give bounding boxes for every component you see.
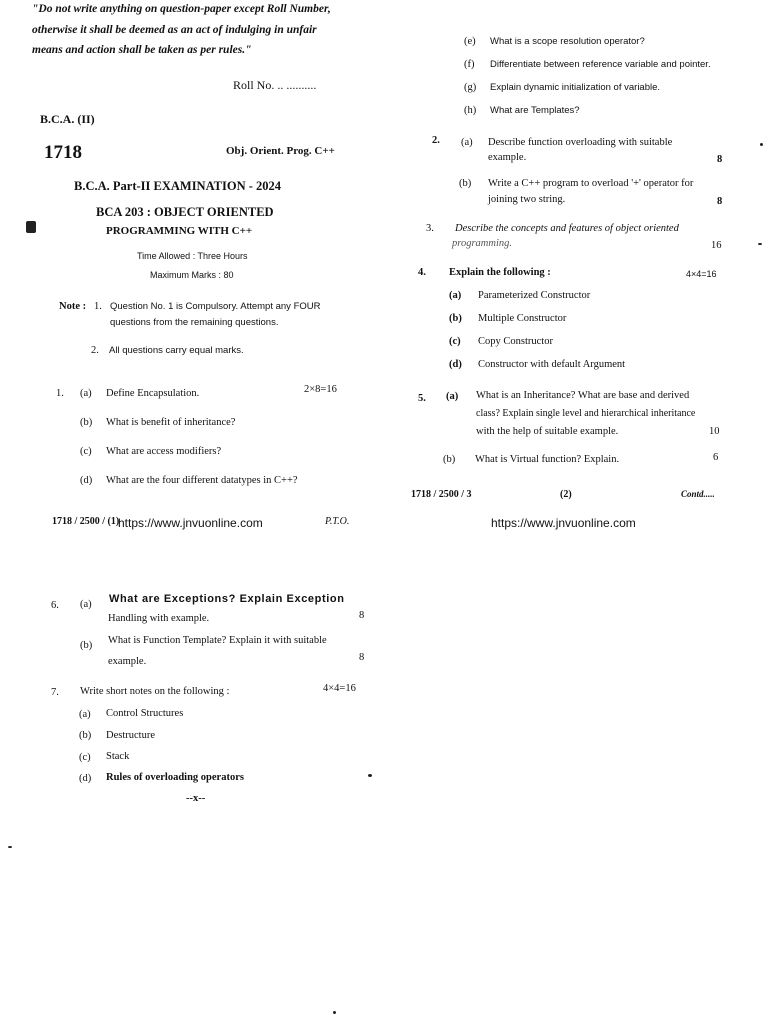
question-7b-text: Destructure [106,730,155,741]
question-5b-label: (b) [443,454,456,465]
scan-speck [8,846,12,848]
note-1-number: 1. [94,301,102,312]
question-4a-label: (a) [449,290,462,301]
question-4c-label: (c) [449,336,461,347]
question-6-number: 6. [51,600,59,611]
question-6b-label: (b) [80,640,93,651]
question-6a-line-2: Handling with example. [108,613,210,624]
question-6b-line-2: example. [108,656,147,667]
warning-line-3: means and action shall be taken as per rules." [32,44,252,56]
question-7a-label: (a) [79,709,91,720]
question-5a-line-3: with the help of suitable example. [476,426,619,437]
scan-artifact [26,221,36,233]
question-2a-line-2: example. [488,152,527,163]
note-2-text: All questions carry equal marks. [109,345,244,356]
question-7a-text: Control Structures [106,708,184,719]
page-1-footer-code: 1718 / 2500 / (1) [52,516,120,527]
question-1h-text: What are Templates? [490,105,580,116]
question-1-marks: 2×8=16 [304,384,337,395]
page-2-url: https://www.jnvuonline.com [491,516,636,530]
question-1e-label: (e) [464,36,476,47]
question-7c-label: (c) [79,752,91,763]
question-2a-line-1: Describe function overloading with suitable [488,137,673,148]
note-2-number: 2. [91,345,99,356]
question-5-number: 5. [418,393,426,404]
note-1-line-1: Question No. 1 is Compulsory. Attempt any FOUR [110,301,321,312]
question-5a-label: (a) [446,391,459,402]
question-5b-text: What is Virtual function? Explain. [475,454,620,465]
paper-code: 1718 [44,142,82,163]
page-2-footer-contd: Contd..... [681,489,715,499]
question-6a-label: (a) [80,599,92,610]
question-4-number: 4. [418,267,426,278]
scan-speck [368,774,372,777]
question-3-marks: 16 [711,240,722,251]
end-mark: --x-- [186,793,206,804]
question-2-number: 2. [432,135,440,146]
question-1g-text: Explain dynamic initialization of variable. [490,82,661,93]
warning-line-1: "Do not write anything on question-paper except Roll Number, [32,3,331,15]
question-4-title: Explain the following : [449,267,551,278]
question-2a-marks: 8 [717,154,723,165]
question-4b-label: (b) [449,313,462,324]
note-label: Note : [59,301,87,312]
maximum-marks: Maximum Marks : 80 [150,270,234,280]
question-4a-text: Parameterized Constructor [478,290,591,301]
question-1b-label: (b) [80,417,93,428]
question-1b-text: What is benefit of inheritance? [106,417,236,428]
time-allowed: Time Allowed : Three Hours [137,251,248,261]
exam-title: B.C.A. Part-II EXAMINATION - 2024 [74,179,282,193]
question-6b-marks: 8 [359,652,365,663]
question-4d-text: Constructor with default Argument [478,359,626,370]
roll-number-field: Roll No. .. .......... [233,78,317,92]
subject-short: Obj. Orient. Prog. C++ [226,145,335,157]
question-1-number: 1. [56,388,64,399]
question-4d-label: (d) [449,359,462,370]
question-7d-text: Rules of overloading operators [106,772,244,783]
scan-speck [760,143,763,146]
question-7-title: Write short notes on the following : [80,686,230,697]
page-1-footer-pto: P.T.O. [325,516,350,527]
question-1c-text: What are access modifiers? [106,446,222,457]
question-2b-line-2: joining two string. [488,194,566,205]
question-7-number: 7. [51,687,59,698]
question-4b-text: Multiple Constructor [478,313,567,324]
page-2-footer-code: 1718 / 2500 / 3 [411,489,472,500]
question-1f-label: (f) [464,59,475,70]
question-5b-marks: 6 [713,452,719,463]
question-2a-label: (a) [461,137,473,148]
question-5a-line-2: class? Explain single level and hierarchical inheritance [476,408,696,419]
question-5a-marks: 10 [709,426,720,437]
question-4-marks: 4×4=16 [686,269,717,279]
question-1c-label: (c) [80,446,92,457]
question-1a-text: Define Encapsulation. [106,388,200,399]
scan-speck [333,1011,336,1014]
page-1-footer-url: https://www.jnvuonline.com [118,516,263,530]
question-3-line-1: Describe the concepts and features of object oriented [455,223,679,234]
question-3-number: 3. [426,223,434,234]
question-6a-marks: 8 [359,610,365,621]
question-2b-marks: 8 [717,196,723,207]
question-7b-label: (b) [79,730,92,741]
question-7d-label: (d) [79,773,92,784]
question-1e-text: What is a scope resolution operator? [490,36,645,47]
question-1g-label: (g) [464,82,477,93]
question-2b-line-1: Write a C++ program to overload '+' operator for [488,178,694,189]
question-5a-line-1: What is an Inheritance? What are base and derived [476,390,690,401]
question-1h-label: (h) [464,105,477,116]
question-6b-line-1: What is Function Template? Explain it with suitable [108,635,327,646]
question-1d-text: What are the four different datatypes in C++? [106,475,298,486]
question-1f-text: Differentiate between reference variable and pointer. [490,59,711,70]
question-3-line-2: programming. [452,238,512,249]
question-1a-label: (a) [80,388,92,399]
course-name: B.C.A. (II) [40,112,95,126]
question-1d-label: (d) [80,475,93,486]
question-6a-line-1: What are Exceptions? Explain Exception [109,593,345,605]
warning-line-2: otherwise it shall be deemed as an act of indulging in unfair [32,24,317,36]
note-1-line-2: questions from the remaining questions. [110,317,279,328]
page-2-footer-page: (2) [560,489,572,500]
question-2b-label: (b) [459,178,472,189]
question-7c-text: Stack [106,751,130,762]
question-7-marks: 4×4=16 [323,683,356,694]
question-4c-text: Copy Constructor [478,336,553,347]
scan-speck [758,243,762,245]
paper-title-line-2: PROGRAMMING WITH C++ [106,225,253,237]
paper-title-line-1: BCA 203 : OBJECT ORIENTED [96,205,274,219]
